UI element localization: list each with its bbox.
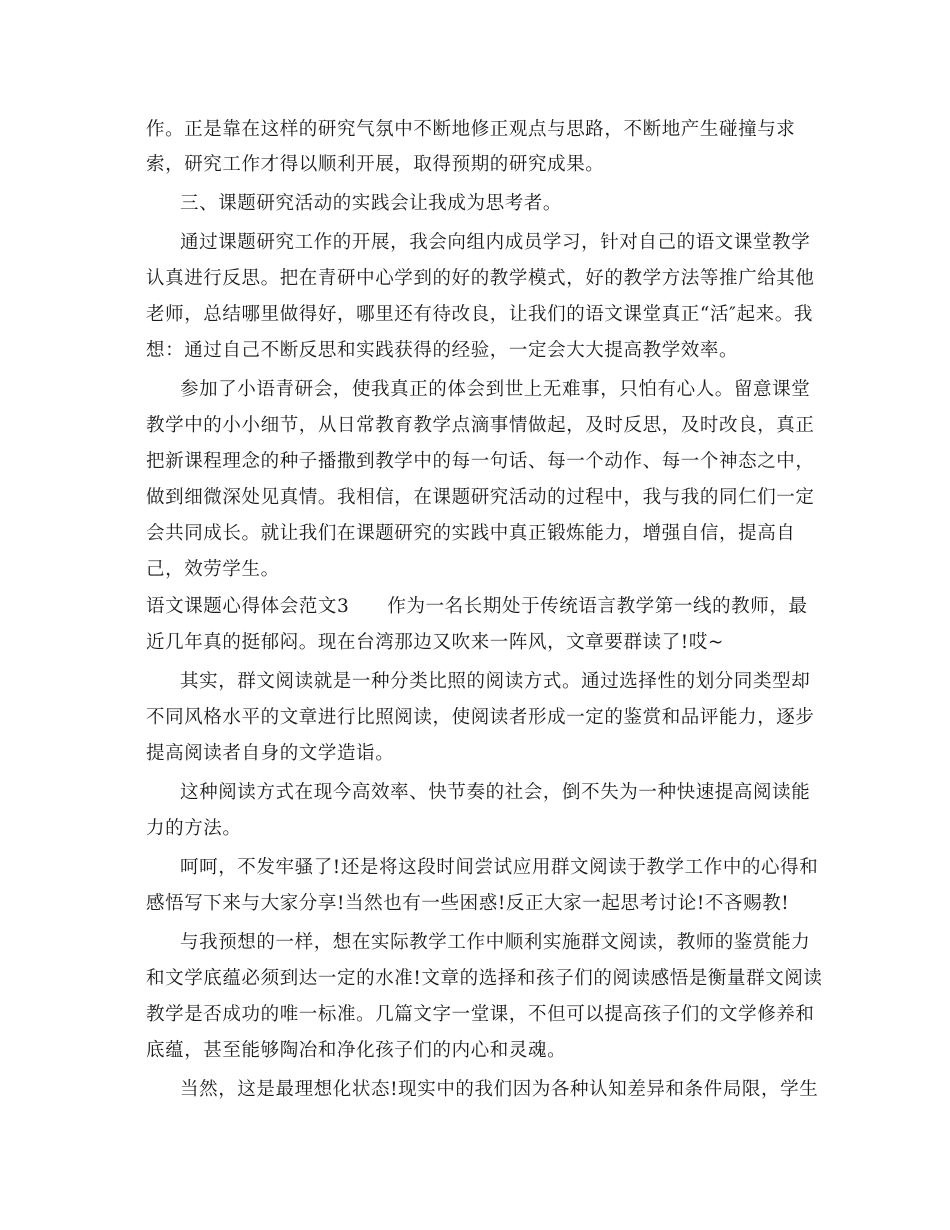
text-line: 想：通过自己不断反思和实践获得的经验，一定会大大提高教学效率。 (146, 340, 739, 361)
text-line: 作。正是靠在这样的研究气氛中不断地修正观点与思路，不断地产生碰撞与求 (146, 119, 796, 140)
text-line: 参加了小语青研会，使我真正的体会到世上无难事，只怕有心人。留意课堂 (180, 379, 811, 400)
text-line: 其实，群文阅读就是一种分类比照的阅读方式。通过选择性的划分同类型却 (180, 671, 811, 692)
text-line: 索，研究工作才得以顺利开展，取得预期的研究成果。 (146, 154, 605, 175)
text-line: 力的方法。 (146, 818, 242, 839)
essay-title: 语文课题心得体会范文3 (146, 596, 350, 617)
text-line: 提高阅读者自身的文学造诣。 (146, 743, 395, 764)
text-line: 老师，总结哪里做得好，哪里还有待改良，让我们的语文课堂真正“活″起来。我 (146, 304, 813, 325)
text-line: 底蕴，甚至能够陶冶和净化孩子们的内心和灵魂。 (146, 1040, 567, 1061)
text-line: 感悟写下来与大家分享!当然也有一些困惑!反正大家一起思考讨论!不吝赐教! (146, 893, 790, 914)
text-line: 和文学底蕴必须到达一定的水准!文章的选择和孩子们的阅读感悟是衡量群文阅读 (146, 968, 823, 989)
text-line: 做到细微深处见真情。我相信，在课题研究活动的过程中，我与我的同仁们一定 (146, 487, 815, 508)
text-line: 不同风格水平的文章进行比照阅读，使阅读者形成一定的鉴赏和品评能力，逐步 (146, 707, 815, 728)
text-line: 呵呵，不发牢骚了!还是将这段时间尝试应用群文阅读于教学工作中的心得和 (180, 857, 819, 878)
text-line: 教学中的小小细节，从日常教育教学点滴事情做起，及时反思，及时改良，真正 (146, 415, 815, 436)
text-line: 与我预想的一样，想在实际教学工作中顺利实施群文阅读，教师的鉴赏能力 (180, 932, 811, 953)
text-line: 己，效劳学生。 (146, 559, 280, 580)
text-line: 当然，这是最理想化状态!现实中的我们因为各种认知差异和条件局限，学生 (180, 1079, 819, 1100)
text-line: 这种阅读方式在现今高效率、快节奏的社会，倒不失为一种快速提高阅读能 (180, 782, 811, 803)
text-line: 通过课题研究工作的开展，我会向组内成员学习，针对自己的语文课堂教学 (180, 232, 811, 253)
text-line: 把新课程理念的种子播撒到教学中的每一句话、每一个动作、每一个神态之中， (146, 451, 815, 472)
section-heading: 三、课题研究活动的实践会让我成为思考者。 (180, 193, 563, 214)
text-line: 认真进行反思。把在青研中心学到的好的教学模式，好的教学方法等推广给其他 (146, 268, 815, 289)
text-line: 近几年真的挺郁闷。现在台湾那边又吹来一阵风，文章要群读了!哎~ (146, 632, 725, 653)
essay-opening: 作为一名长期处于传统语言教学第一线的教师，最 (387, 596, 808, 617)
essay-heading-line (146, 595, 808, 619)
text-line: 教学是否成功的唯一标准。几篇文字一堂课，不但可以提高孩子们的文学修养和 (146, 1004, 815, 1025)
text-line: 会共同成长。就让我们在课题研究的实践中真正锻炼能力，增强自信，提高自 (146, 523, 796, 544)
